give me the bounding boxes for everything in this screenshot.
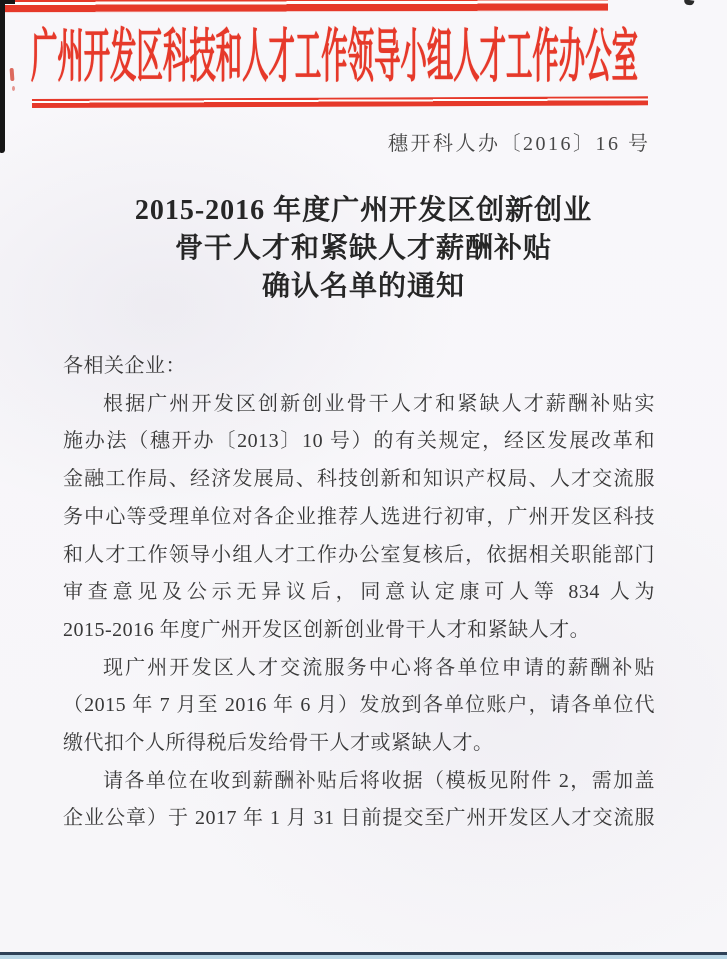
body-line: 缴代扣个人所得税后发给骨干人才或紧缺人才。 (63, 732, 494, 755)
body-line: 企业公章）于 2017 年 1 月 31 日前提交至广州开发区人才交流服 (63, 807, 655, 830)
scan-edge-bottom-strip (0, 955, 727, 959)
body-line: 2015-2016 年度广州开发区创新创业骨干人才和紧缺人才。 (63, 618, 591, 641)
body-line: 施办法（穗开办〔2013〕10 号）的有关规定，经区发展改革和 (63, 430, 655, 453)
scan-red-speck (10, 68, 15, 81)
document-title (0, 192, 727, 306)
body-line: 务中心等受理单位对各企业推荐人选进行初审，广州开发区科技 (63, 505, 655, 528)
scan-edge-top-left (0, 0, 15, 4)
body-line: 根据广州开发区创新创业骨干人才和紧缺人才薪酬补贴实 (103, 392, 655, 415)
body-text (63, 348, 655, 838)
scan-edge-left (0, 0, 5, 153)
document-number: 穗开科人办〔2016〕16 号 (388, 133, 651, 155)
letterhead-separator-line (32, 96, 648, 108)
scan-smudge-top-right (684, 0, 695, 6)
body-line: 金融工作局、经济发展局、科技创新和知识产权局、人才交流服 (63, 468, 655, 491)
title-line-2: 骨干人才和紧缺人才薪酬补贴 (174, 233, 552, 264)
body-line: 各相关企业： (63, 355, 186, 377)
body-line: 请各单位在收到薪酬补贴后将收据（模板见附件 2，需加盖 (103, 769, 655, 792)
body-line: （2015 年 7 月至 2016 年 6 月）发放到各单位账户，请各单位代 (63, 694, 655, 717)
title-line-3: 确认名单的通知 (261, 271, 465, 302)
letterhead (31, 24, 691, 96)
body-line: 审查意见及公示无异议后，同意认定康可人等 834 人为 (63, 581, 655, 604)
body-line: 和人才工作领导小组人才工作办公室复核后，依据相关职能部门 (63, 543, 655, 566)
body-line: 现广州开发区人才交流服务中心将各单位申请的薪酬补贴 (103, 656, 655, 679)
footer-separator-line (0, 0, 608, 13)
scan-red-speck-small (12, 86, 15, 91)
letterhead-text: 广州开发区科技和人才工作领导小组人才工作办公室 (31, 24, 638, 89)
title-line-1: 2015-2016 年度广州开发区创新创业 (134, 195, 593, 226)
